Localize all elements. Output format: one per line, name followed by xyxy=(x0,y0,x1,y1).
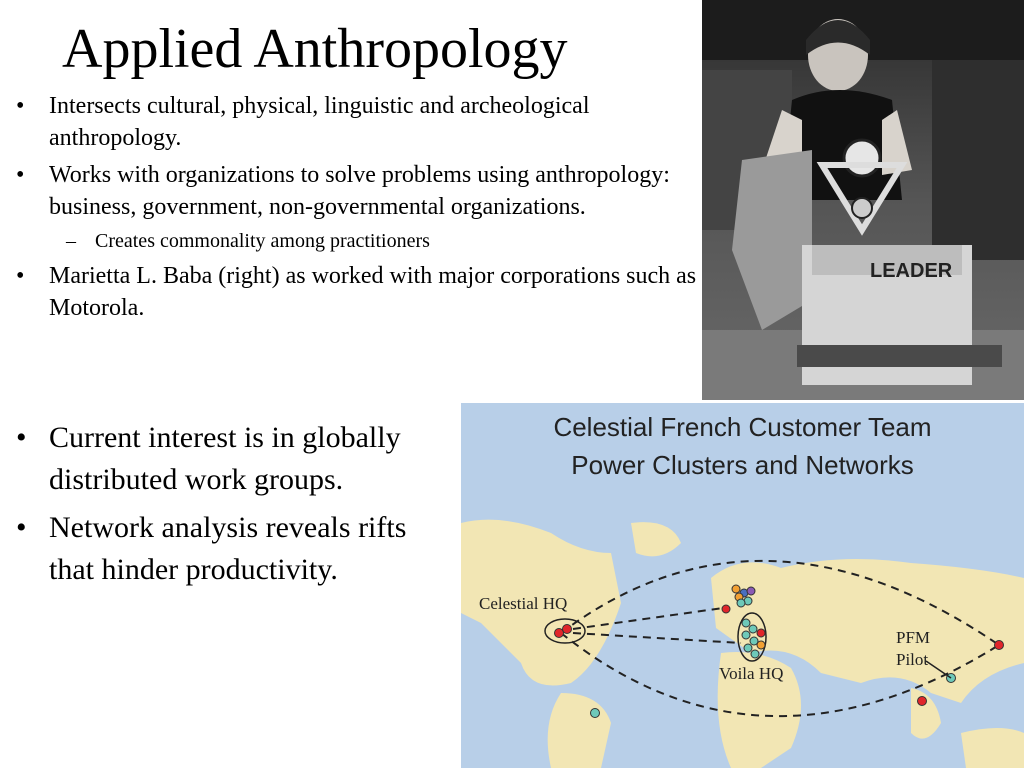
map-title-line-1: Celestial French Customer Team xyxy=(553,412,932,442)
photo-illustration xyxy=(702,0,1024,400)
label-voila-hq: Voila HQ xyxy=(719,664,784,683)
bullet-list xyxy=(0,90,700,329)
network-map xyxy=(461,403,1024,768)
label-celestial-hq: Celestial HQ xyxy=(479,594,568,613)
label-pfm: PFM xyxy=(896,628,931,647)
bullet-item: • Marietta L. Baba (right) as worked with major corporations such as Motorola. xyxy=(0,260,700,324)
bullet-list-lower xyxy=(0,417,410,597)
bullet-item: • Network analysis reveals rifts that hinder productivity. xyxy=(0,507,410,591)
sub-bullet-item: – Creates commonality among practitioners xyxy=(0,228,700,254)
photo-marietta-baba xyxy=(702,0,1024,400)
australia-land xyxy=(961,728,1024,768)
slide-title: Applied Anthropology xyxy=(62,18,568,80)
bullet-item: • Works with organizations to solve problems using anthropology: business, government, non-governmental organizations. xyxy=(0,159,700,223)
map-title-line-2: Power Clusters and Networks xyxy=(571,450,914,480)
bullet-item: • Intersects cultural, physical, linguistic and archeological anthropology. xyxy=(0,90,700,154)
bullet-item: • Current interest is in globally distributed work groups. xyxy=(0,417,410,501)
vehicle-label: LEADER xyxy=(870,260,953,282)
label-pilot: Pilot xyxy=(896,650,929,669)
